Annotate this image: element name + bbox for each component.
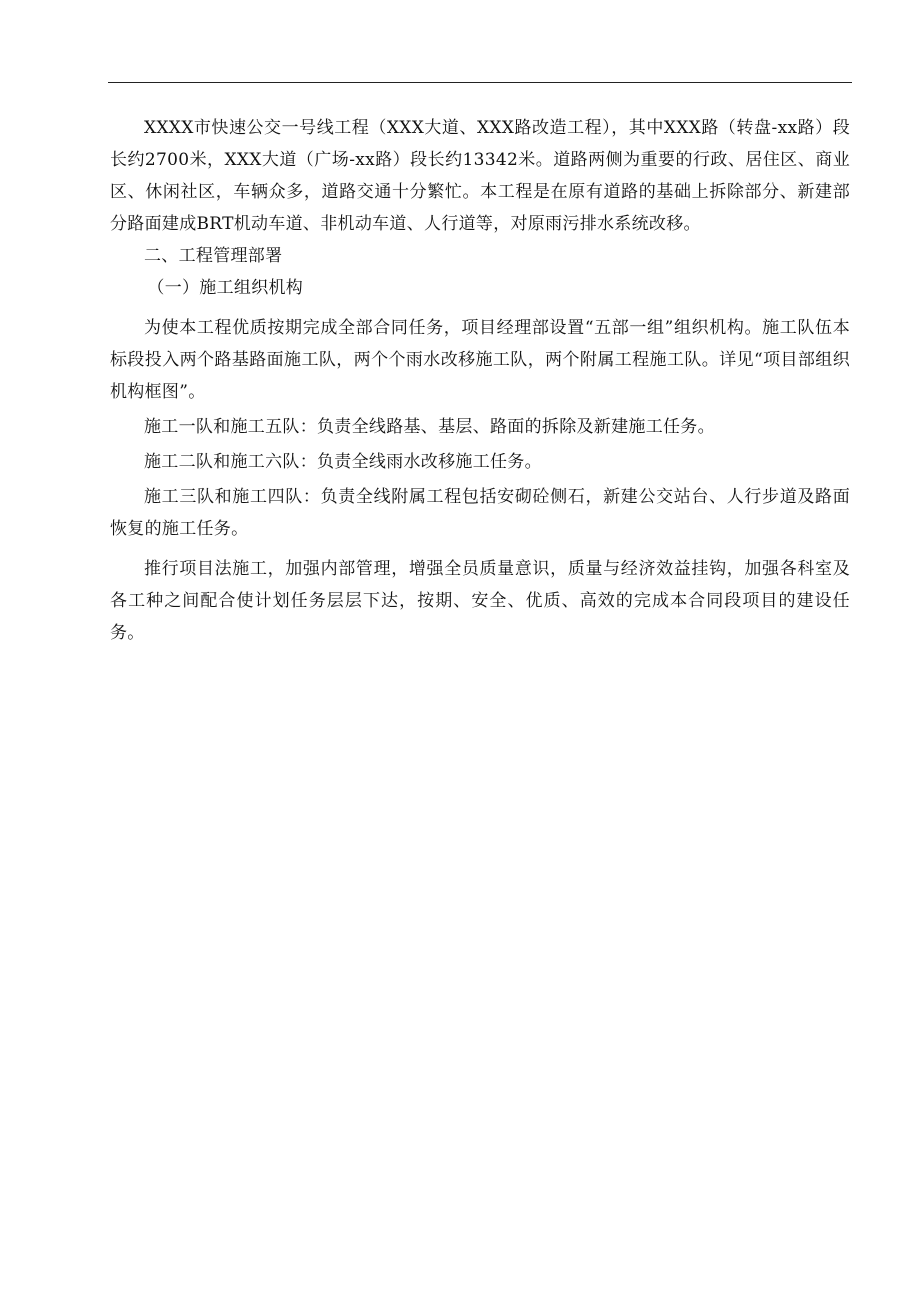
document-body [110, 112, 850, 649]
paragraph-project-overview: XXXX市快速公交一号线工程（XXX大道、XXX路改造工程），其中XXX路（转盘-xx路）段长约2700米，XXX大道（广场-xx路）段长约13342米。道路两侧为重要的行政、居住区、商业区、休闲社区，车辆众多，道路交通十分繁忙。本工程是在原有道路的基础上拆除部分、新建部分路面建成BRT机动车道、非机动车道、人行道等，对原雨污排水系统改移。 [110, 118, 850, 234]
header-rule [108, 82, 852, 83]
paragraph-team-1-5: 施工一队和施工五队：负责全线路基、基层、路面的拆除及新建施工任务。 [144, 417, 715, 437]
paragraph-team-2-6: 施工二队和施工六队：负责全线雨水改移施工任务。 [144, 452, 542, 472]
paragraph-project-method: 推行项目法施工，加强内部管理，增强全员质量意识，质量与经济效益挂钩，加强各科室及各工种之间配合使计划任务层层下达，按期、安全、优质、高效的完成本合同段项目的建设任务。 [110, 559, 850, 643]
subsection-heading-organization: （一）施工组织机构 [147, 278, 304, 298]
section-heading-management: 二、工程管理部署 [144, 246, 283, 266]
paragraph-organization: 为使本工程优质按期完成全部合同任务，项目经理部设置“五部一组”组织机构。施工队伍本标段投入两个路基路面施工队，两个个雨水改移施工队，两个附属工程施工队。详见“项目部组织机构框图”。 [110, 318, 850, 402]
paragraph-team-3-4: 施工三队和施工四队：负责全线附属工程包括安砌砼侧石，新建公交站台、人行步道及路面恢复的施工任务。 [110, 487, 850, 539]
